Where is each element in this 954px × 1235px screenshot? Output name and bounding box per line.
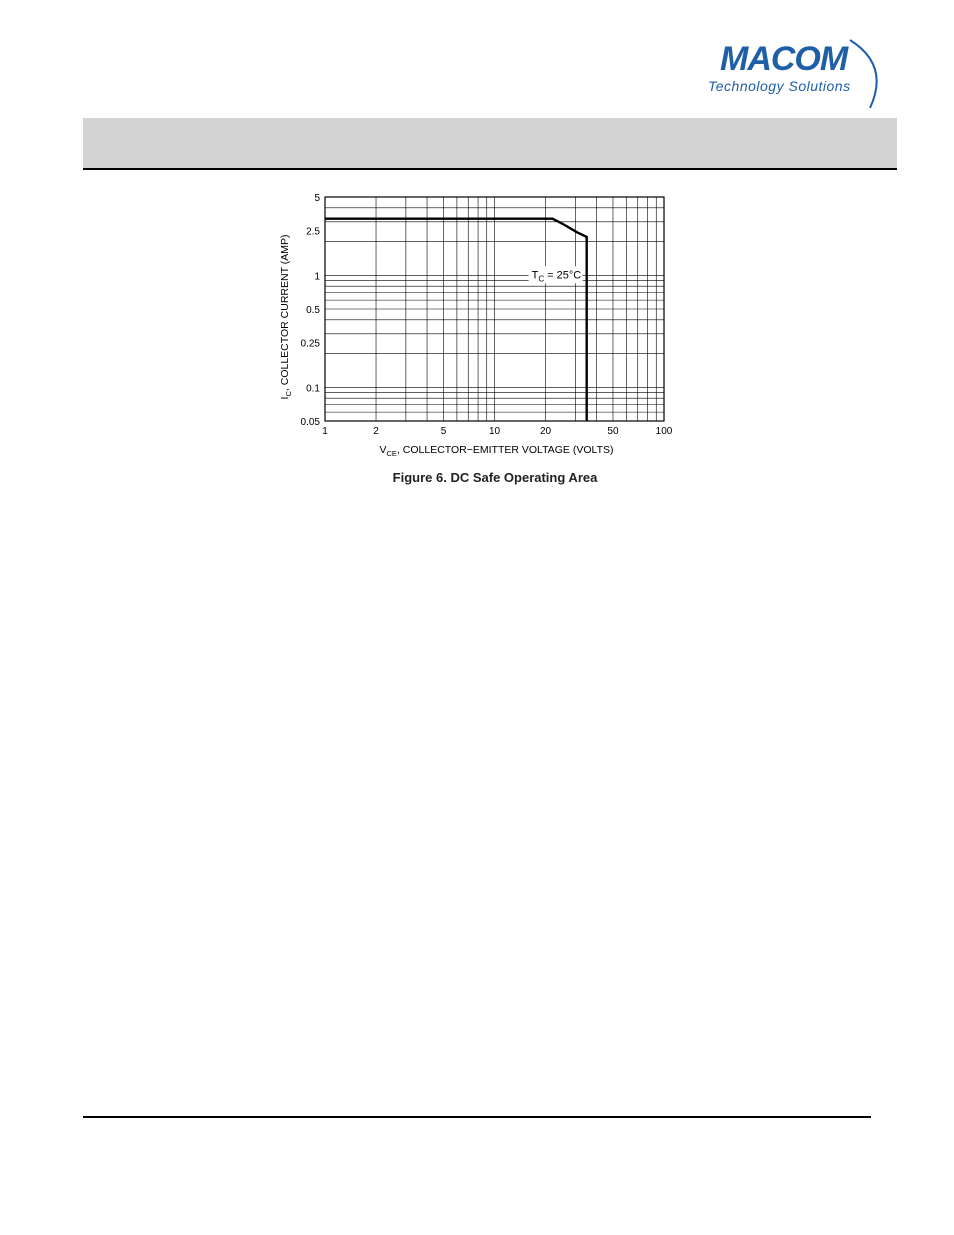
footer-rule <box>83 1116 871 1118</box>
y-tick-label: 0.05 <box>300 417 320 428</box>
x-tick-label: 2 <box>373 426 379 437</box>
x-tick-label: 100 <box>655 426 673 437</box>
y-tick-label: 2.5 <box>306 226 320 238</box>
grid <box>325 197 664 421</box>
logo-wordmark: MACOM <box>720 40 848 78</box>
x-tick-label: 5 <box>440 426 447 437</box>
x-axis-label: $V_{CE}$, COLLECTOR−EMITTER VOLTAGE (VOLTS) <box>379 444 614 458</box>
y-axis-label: $I_C$, COLLECTOR CURRENT (AMP) <box>279 234 293 400</box>
x-tick-label: 10 <box>488 426 501 437</box>
y-tick-label: 1 <box>314 271 320 283</box>
soa-chart <box>270 185 690 470</box>
y-tick-label: 5 <box>314 193 320 204</box>
y-tick-label: 0.5 <box>306 305 320 316</box>
temperature-annotation: $T_C = 25^\circ C$ <box>531 269 582 284</box>
y-tick-label: 0.25 <box>300 338 320 350</box>
header-band <box>83 118 897 170</box>
logo-tagline: Technology Solutions <box>708 78 851 94</box>
x-tick-label: 1 <box>322 426 328 437</box>
x-tick-label: 50 <box>607 426 619 437</box>
y-tick-labels <box>301 193 321 428</box>
x-tick-label: 20 <box>539 426 552 437</box>
figure-caption: Figure 6. DC Safe Operating Area <box>392 470 598 485</box>
chart-svg <box>270 185 690 465</box>
x-tick-labels <box>322 426 673 437</box>
y-tick-label: 0.1 <box>306 383 320 395</box>
brand-logo <box>700 30 890 110</box>
